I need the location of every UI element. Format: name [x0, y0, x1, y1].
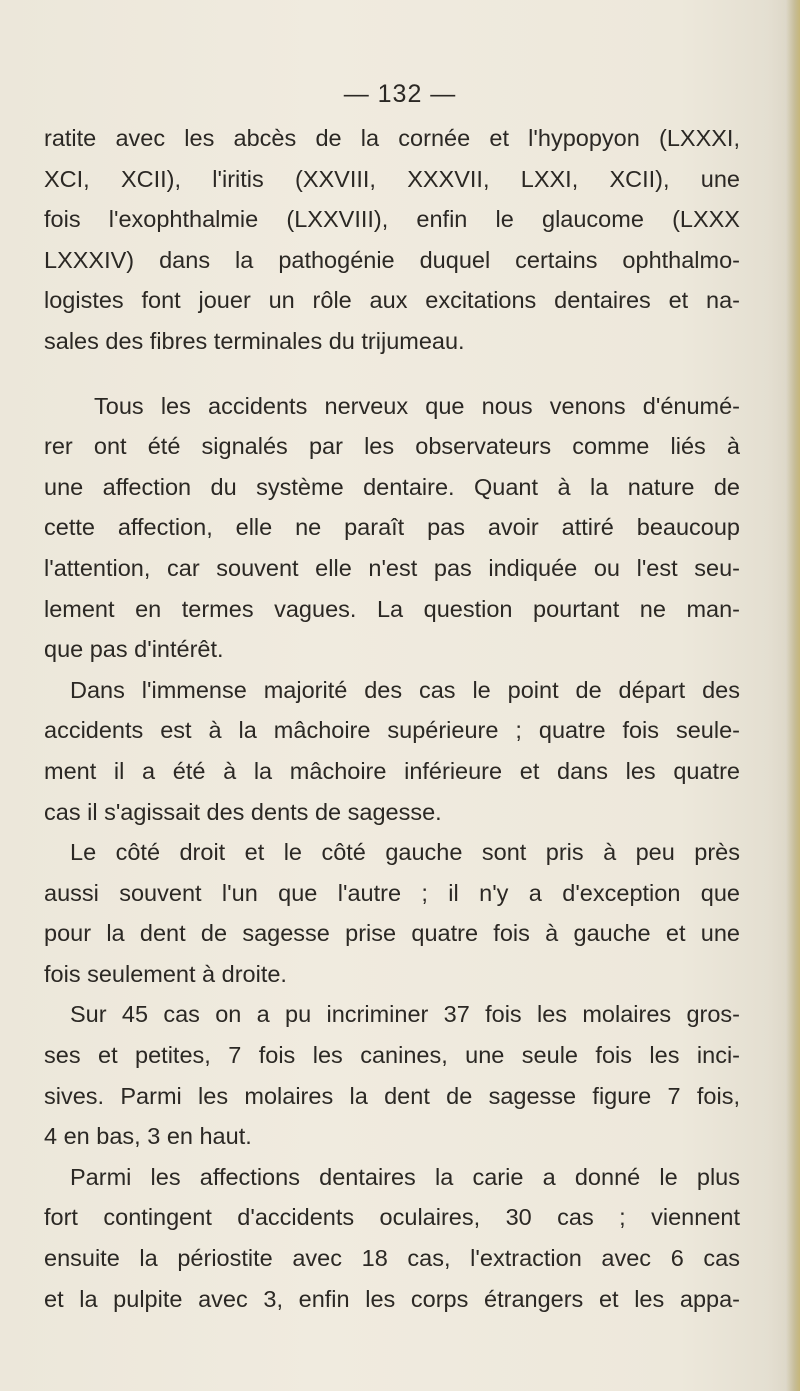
- page-number-header: — 132 —: [343, 80, 457, 108]
- text-line: Le côté droit et le côté gauche sont pris à peu près: [70, 839, 740, 866]
- text-line: rer ont été signalés par les observateurs comme liés à: [44, 433, 740, 460]
- paragraph-gap: [44, 362, 740, 386]
- text-line: pour la dent de sagesse prise quatre fois à gauche et une: [44, 920, 740, 947]
- text-line: l'attention, car souvent elle n'est pas indiquée ou l'est seu-: [44, 554, 740, 581]
- text-line: fois l'exophthalmie (LXXVIII), enfin le glaucome (LXXX: [44, 206, 740, 233]
- text-line: 4 en bas, 3 en haut.: [44, 1123, 252, 1150]
- text-line: ment il a été à la mâchoire inférieure et dans les quatre: [44, 757, 740, 784]
- text-line: une affection du système dentaire. Quant à la nature de: [44, 473, 740, 500]
- body-text: [44, 118, 740, 1319]
- text-line: Tous les accidents nerveux que nous venons d'énumé-: [94, 392, 740, 419]
- text-line: lement en termes vagues. La question pourtant ne man-: [44, 595, 740, 622]
- text-line: Dans l'immense majorité des cas le point de départ des: [70, 676, 740, 703]
- text-line: accidents est à la mâchoire supérieure ; quatre fois seule-: [44, 717, 740, 744]
- text-line: LXXXIV) dans la pathogénie duquel certains ophthalmo-: [44, 246, 740, 273]
- text-line: XCI, XCII), l'iritis (XXVIII, XXXVII, LXXI, XCII), une: [44, 165, 740, 192]
- page-edge: [786, 0, 800, 1391]
- text-line: cas il s'agissait des dents de sagesse.: [44, 798, 442, 825]
- text-line: logistes font jouer un rôle aux excitations dentaires et na-: [44, 287, 740, 314]
- text-line: et la pulpite avec 3, enfin les corps étrangers et les appa-: [44, 1285, 740, 1312]
- text-line: ratite avec les abcès de la cornée et l'hypopyon (LXXXI,: [44, 125, 740, 151]
- text-line: ses et petites, 7 fois les canines, une seule fois les inci-: [44, 1042, 740, 1069]
- text-line: Parmi les affections dentaires la carie a donné le plus: [70, 1163, 740, 1190]
- text-line: Sur 45 cas on a pu incriminer 37 fois les molaires gros-: [70, 1001, 740, 1028]
- text-line: fois seulement à droite.: [44, 960, 287, 987]
- text-line: que pas d'intérêt.: [44, 636, 224, 663]
- text-line: sives. Parmi les molaires la dent de sagesse figure 7 fois,: [44, 1082, 740, 1109]
- text-line: cette affection, elle ne paraît pas avoir attiré beaucoup: [44, 514, 740, 541]
- text-line: ensuite la périostite avec 18 cas, l'extraction avec 6 cas: [44, 1245, 740, 1272]
- text-line: aussi souvent l'un que l'autre ; il n'y a d'exception que: [44, 879, 740, 906]
- text-line: fort contingent d'accidents oculaires, 30 cas ; viennent: [44, 1204, 740, 1231]
- text-line: sales des fibres terminales du trijumeau.: [44, 327, 465, 354]
